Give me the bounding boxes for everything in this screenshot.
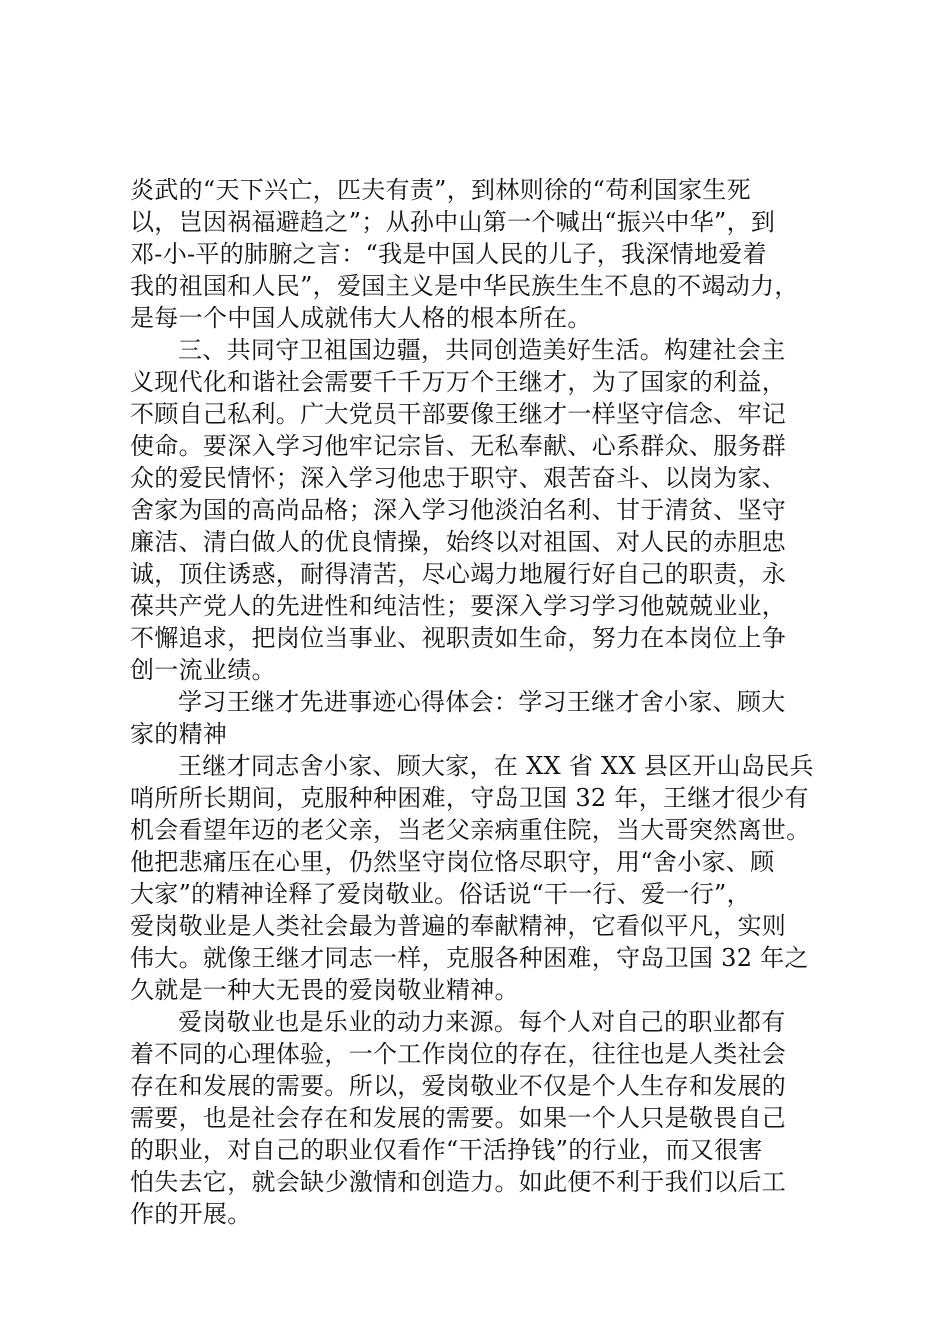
- text-line: 不懈追求，把岗位当事业、视职责如生命，努力在本岗位上争: [130, 624, 787, 652]
- text-line: 哨所所长期间，克服种种困难，守岛卫国 32 年，王继才很少有: [130, 784, 809, 812]
- text-line: 使命。要深入学习他牢记宗旨、无私奉献、心系群众、服务群: [130, 432, 787, 460]
- text-line: 炎武的“天下兴亡，匹夫有责”，到林则徐的“苟利国家生死: [130, 176, 751, 204]
- text-line: 义现代化和谐社会需要千千万万个王继才，为了国家的利益，: [130, 368, 787, 396]
- text-line: 众的爱民情怀；深入学习他忠于职守、艰苦奋斗、以岗为家、: [130, 464, 787, 492]
- paragraph-start-line: 王继才同志舍小家、顾大家，在 XX 省 XX 县区开山岛民兵: [178, 752, 814, 780]
- paragraph-start-line: 三、共同守卫祖国边疆，共同创造美好生活。构建社会主: [178, 336, 786, 364]
- text-line: 需要，也是社会存在和发展的需要。如果一个人只是敬畏自己: [130, 1104, 787, 1132]
- text-line: 廉洁、清白做人的优良情操，始终以对祖国、对人民的赤胆忠: [130, 528, 787, 556]
- text-line: 机会看望年迈的老父亲，当老父亲病重住院，当大哥突然离世。: [130, 816, 811, 844]
- text-line: 作的开展。: [130, 1200, 252, 1228]
- text-line: 久就是一种大无畏的爱岗敬业精神。: [130, 976, 519, 1004]
- text-line: 存在和发展的需要。所以，爱岗敬业不仅是个人生存和发展的: [130, 1072, 787, 1100]
- text-line: 着不同的心理体验，一个工作岗位的存在，往往也是人类社会: [130, 1040, 787, 1068]
- text-line: 大家”的精神诠释了爱岗敬业。俗话说“干一行、爱一行”，: [130, 880, 751, 908]
- text-line: 伟大。就像王继才同志一样，克服各种困难，守岛卫国 32 年之: [130, 944, 809, 972]
- text-line: 不顾自己私利。广大党员干部要像王继才一样坚守信念、牢记: [130, 400, 787, 428]
- section-heading-line: 家的精神: [130, 720, 228, 748]
- text-line: 他把悲痛压在心里，仍然坚守岗位恪尽职守，用“舍小家、顾: [130, 848, 775, 876]
- text-line: 我的祖国和人民”，爱国主义是中华民族生生不息的不竭动力，: [130, 272, 799, 300]
- text-line: 邓-小-平的肺腑之言：“我是中国人民的儿子，我深情地爱着: [130, 240, 767, 268]
- text-line: 创一流业绩。: [130, 656, 276, 684]
- text-line: 爱岗敬业是人类社会最为普遍的奉献精神，它看似平凡，实则: [130, 912, 787, 940]
- text-line: 以，岂因祸福避趋之”；从孙中山第一个喊出“振兴中华”，到: [130, 208, 776, 236]
- text-line: 怕失去它，就会缺少激情和创造力。如此便不利于我们以后工: [130, 1168, 787, 1196]
- text-line: 是每一个中国人成就伟大人格的根本所在。: [130, 304, 592, 332]
- text-line: 葆共产党人的先进性和纯洁性；要深入学习学习他兢兢业业，: [130, 592, 787, 620]
- text-line: 舍家为国的高尚品格；深入学习他淡泊名利、甘于清贫、坚守: [130, 496, 787, 524]
- text-line: 的职业，对自己的职业仅看作“干活挣钱”的行业，而又很害: [130, 1136, 763, 1164]
- section-heading-line: 学习王继才先进事迹心得体会：学习王继才舍小家、顾大: [178, 688, 786, 716]
- text-line: 诚，顶住诱惑，耐得清苦，尽心竭力地履行好自己的职责，永: [130, 560, 787, 588]
- paragraph-start-line: 爱岗敬业也是乐业的动力来源。每个人对自己的职业都有: [178, 1008, 786, 1036]
